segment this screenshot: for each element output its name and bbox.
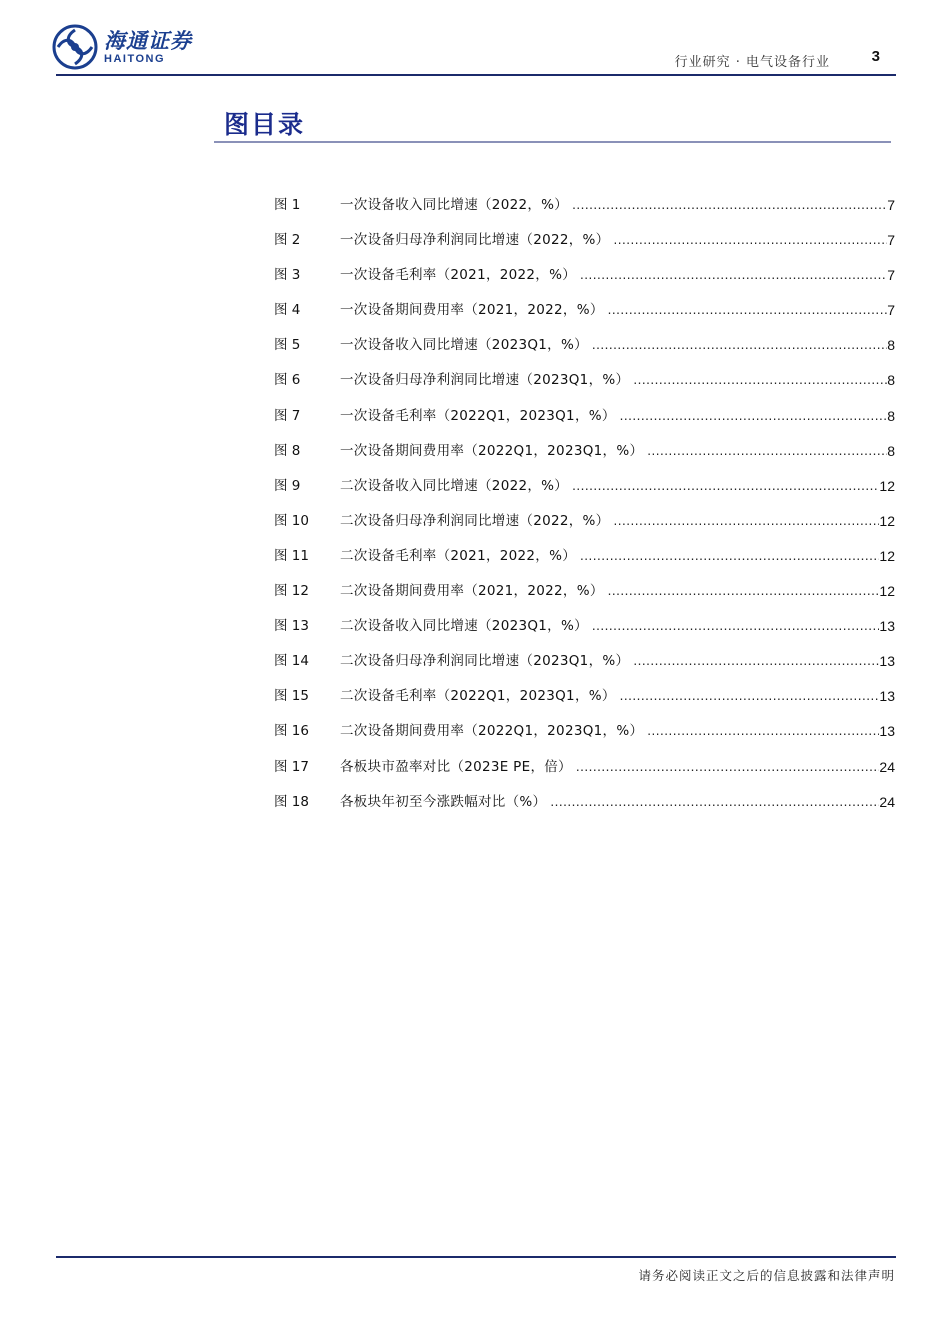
toc-figure-number: 图 9 <box>274 477 301 494</box>
toc-entry[interactable] <box>274 686 895 721</box>
toc-figure-caption: 二次设备收入同比增速（2022，%） <box>340 477 569 494</box>
logo-chinese-name: 海通证券 <box>104 27 192 53</box>
toc-page-number: 24 <box>879 793 895 810</box>
toc-page-number: 13 <box>879 688 895 705</box>
toc-figure-caption: 各板块市盈率对比（2023E PE，倍） <box>340 758 572 775</box>
toc-figure-number: 图 3 <box>274 267 301 284</box>
toc-figure-caption: 一次设备期间费用率（2022Q1，2023Q1，%） <box>340 442 644 459</box>
toc-page-number: 13 <box>879 618 895 635</box>
toc-entry[interactable] <box>274 265 895 300</box>
toc-figure-caption: 二次设备期间费用率（2022Q1，2023Q1，%） <box>340 723 644 740</box>
toc-entry[interactable] <box>274 721 895 756</box>
toc-page-number: 7 <box>887 197 895 213</box>
toc-entry[interactable] <box>274 581 895 616</box>
toc-entry[interactable] <box>274 300 895 335</box>
toc-entry[interactable] <box>274 195 895 230</box>
footer-divider <box>56 1256 896 1258</box>
toc-figure-caption: 一次设备期间费用率（2021，2022，%） <box>340 302 604 319</box>
toc-entry[interactable] <box>274 511 895 546</box>
haitong-logo-icon <box>52 24 98 70</box>
toc-entry[interactable] <box>274 441 895 476</box>
toc-page-number: 12 <box>879 583 895 600</box>
toc-entry[interactable] <box>274 406 895 441</box>
footer-disclaimer: 请务必阅读正文之后的信息披露和法律声明 <box>638 1268 895 1283</box>
page-title: 图目录 <box>224 110 306 139</box>
toc-dot-leader <box>608 581 880 601</box>
haitong-logo <box>52 24 192 70</box>
toc-figure-number: 图 11 <box>274 547 309 564</box>
toc-figure-number: 图 10 <box>274 512 309 529</box>
toc-figure-number: 图 13 <box>274 618 309 635</box>
toc-figure-caption: 一次设备毛利率（2022Q1，2023Q1，%） <box>340 407 616 424</box>
toc-entry[interactable] <box>274 230 895 265</box>
toc-figure-number: 图 14 <box>274 653 309 670</box>
toc-figure-number: 图 8 <box>274 442 301 459</box>
header-divider <box>56 74 896 76</box>
toc-figure-number: 图 16 <box>274 723 309 740</box>
toc-page-number: 8 <box>887 372 895 389</box>
toc-dot-leader <box>580 546 879 566</box>
toc-figure-caption: 一次设备收入同比增速（2023Q1，%） <box>340 337 588 354</box>
toc-figure-number: 图 17 <box>274 758 309 775</box>
toc-dot-leader <box>613 230 887 250</box>
toc-dot-leader <box>572 476 879 496</box>
toc-entry[interactable] <box>274 370 895 405</box>
toc-figure-number: 图 15 <box>274 688 309 705</box>
toc-figure-caption: 各板块年初至今涨跌幅对比（%） <box>340 793 547 810</box>
toc-entry[interactable] <box>274 476 895 511</box>
toc-page-number: 12 <box>879 477 895 494</box>
toc-entry[interactable] <box>274 792 895 827</box>
toc-figure-number: 图 5 <box>274 337 301 354</box>
toc-dot-leader <box>647 721 879 741</box>
toc-page-number: 8 <box>887 337 895 354</box>
toc-figure-caption: 一次设备毛利率（2021，2022，%） <box>340 267 577 284</box>
toc-figure-caption: 二次设备期间费用率（2021，2022，%） <box>340 583 604 600</box>
toc-dot-leader <box>613 511 879 531</box>
toc-page-number: 12 <box>879 547 895 564</box>
figure-list <box>274 195 895 827</box>
toc-dot-leader <box>608 300 888 320</box>
toc-figure-caption: 二次设备收入同比增速（2023Q1，%） <box>340 618 588 635</box>
page-number: 3 <box>871 48 880 65</box>
toc-figure-number: 图 6 <box>274 372 301 389</box>
toc-figure-caption: 二次设备毛利率（2022Q1，2023Q1，%） <box>340 688 616 705</box>
toc-figure-caption: 二次设备归母净利润同比增速（2023Q1，%） <box>340 653 630 670</box>
toc-figure-number: 图 2 <box>274 232 301 249</box>
toc-entry[interactable] <box>274 651 895 686</box>
toc-figure-caption: 一次设备归母净利润同比增速（2023Q1，%） <box>340 372 630 389</box>
toc-dot-leader <box>620 686 880 706</box>
toc-dot-leader <box>580 265 887 285</box>
toc-figure-caption: 一次设备收入同比增速（2022，%） <box>340 197 569 213</box>
toc-figure-number: 图 1 <box>274 197 301 213</box>
toc-figure-caption: 二次设备毛利率（2021，2022，%） <box>340 547 577 564</box>
toc-page-number: 7 <box>887 232 895 249</box>
toc-entry[interactable] <box>274 546 895 581</box>
toc-page-number: 13 <box>879 723 895 740</box>
toc-figure-number: 图 4 <box>274 302 301 319</box>
toc-entry[interactable] <box>274 335 895 370</box>
toc-dot-leader <box>572 195 887 215</box>
toc-dot-leader <box>633 651 879 671</box>
toc-page-number: 24 <box>879 758 895 775</box>
toc-dot-leader <box>647 441 887 461</box>
toc-figure-number: 图 12 <box>274 583 309 600</box>
toc-page-number: 7 <box>887 267 895 284</box>
toc-dot-leader <box>576 757 880 777</box>
toc-dot-leader <box>592 335 887 355</box>
toc-page-number: 7 <box>887 302 895 319</box>
toc-dot-leader <box>550 792 879 812</box>
toc-page-number: 8 <box>887 442 895 459</box>
title-divider <box>214 141 891 143</box>
toc-dot-leader <box>633 370 887 390</box>
toc-dot-leader <box>592 616 880 636</box>
toc-entry[interactable] <box>274 757 895 792</box>
toc-page-number: 13 <box>879 653 895 670</box>
toc-page-number: 8 <box>887 407 895 424</box>
toc-page-number: 12 <box>879 512 895 529</box>
toc-figure-caption: 一次设备归母净利润同比增速（2022，%） <box>340 232 610 249</box>
toc-dot-leader <box>620 406 888 426</box>
toc-figure-caption: 二次设备归母净利润同比增速（2022，%） <box>340 512 610 529</box>
logo-english-name: HAITONG <box>104 52 166 65</box>
report-section-label: 行业研究 · 电气设备行业 <box>674 55 830 70</box>
toc-figure-number: 图 18 <box>274 793 309 810</box>
toc-entry[interactable] <box>274 616 895 651</box>
toc-figure-number: 图 7 <box>274 407 301 424</box>
